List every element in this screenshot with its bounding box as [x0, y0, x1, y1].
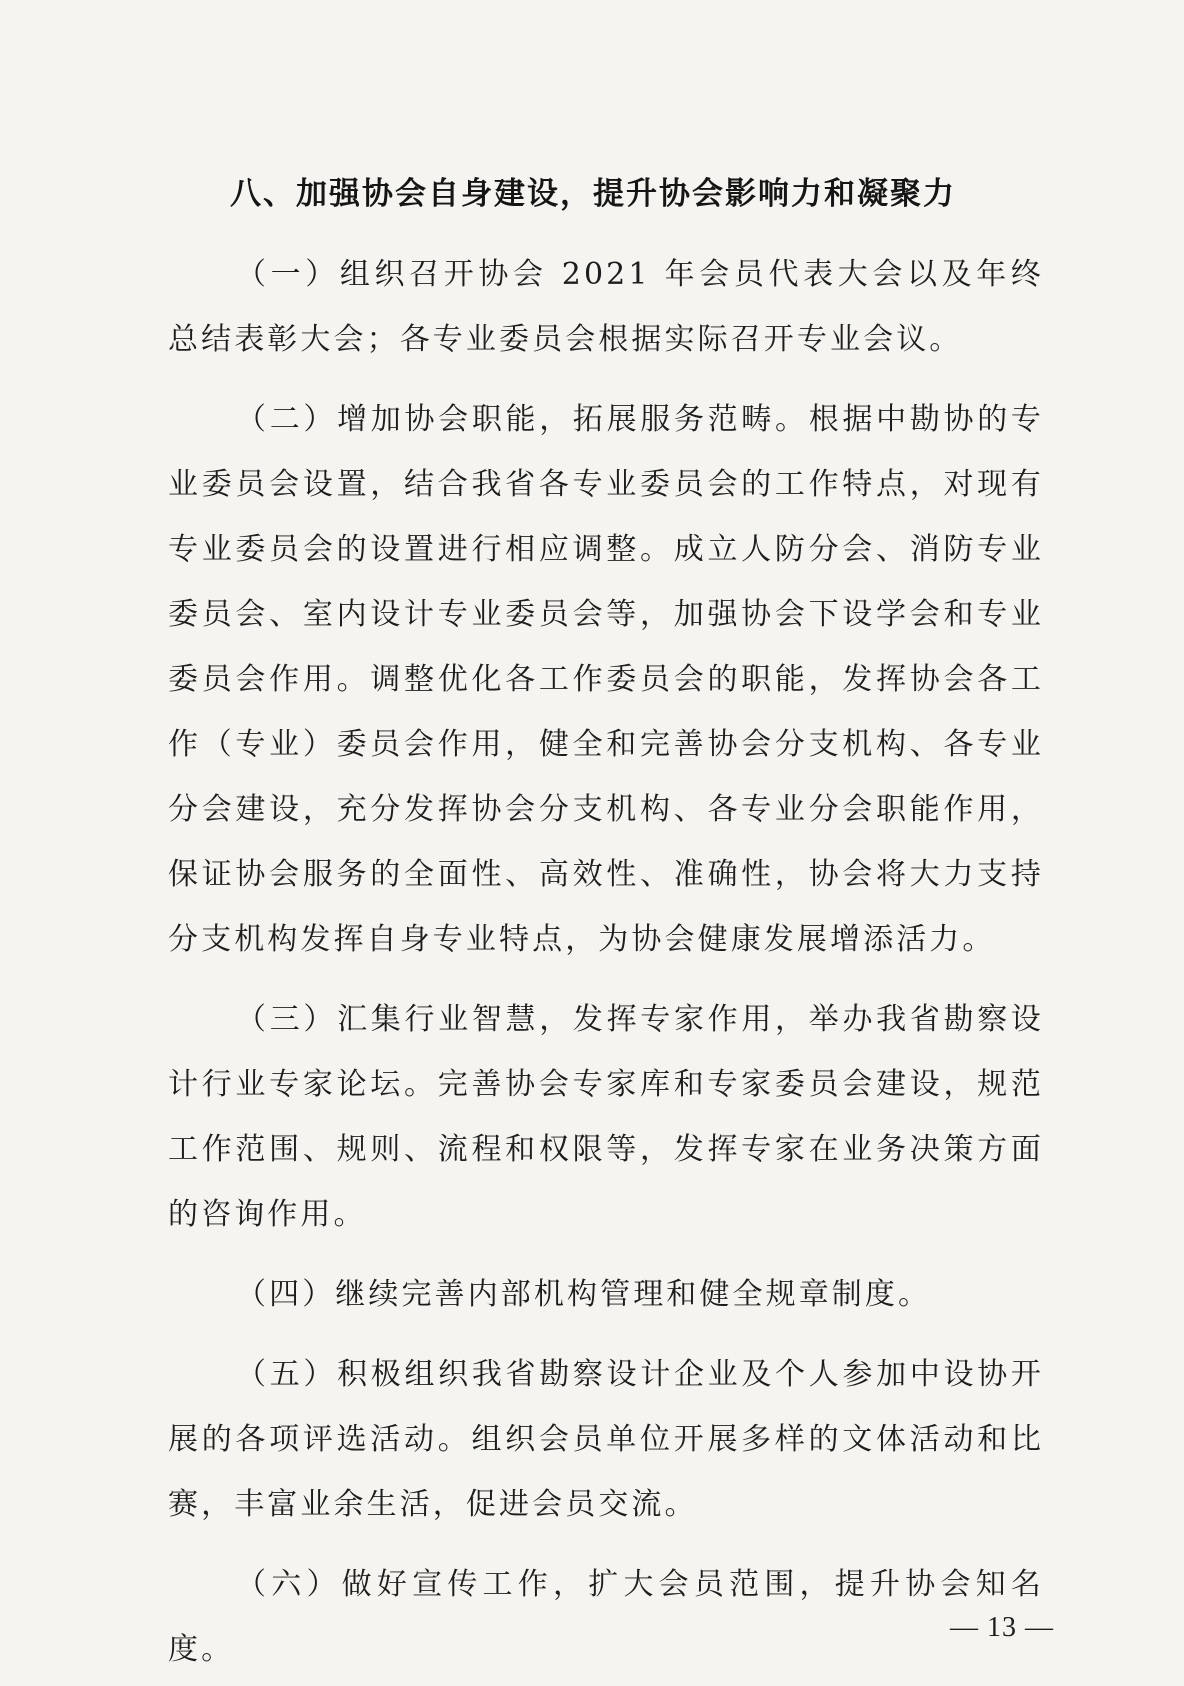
paragraph-5: （五）积极组织我省勘察设计企业及个人参加中设协开展的各项评选活动。组织会员单位开展多样的文体活动和比赛，丰富业余生活，促进会员交流。	[168, 1357, 1044, 1522]
paragraph-1: （一）组织召开协会 2021 年会员代表大会以及年终总结表彰大会；各专业委员会根据实际召开专业会议。	[168, 257, 1044, 357]
paragraph-6: （六）做好宣传工作，扩大会员范围，提升协会知名度。	[168, 1567, 1044, 1667]
paragraph-3: （三）汇集行业智慧，发挥专家作用，举办我省勘察设计行业专家论坛。完善协会专家库和专家委员会建设，规范工作范围、规则、流程和权限等，发挥专家在业务决策方面的咨询作用。	[168, 1002, 1044, 1232]
paragraph-4: （四）继续完善内部机构管理和健全规章制度。	[236, 1277, 932, 1312]
section-heading: 八、加强协会自身建设，提升协会影响力和凝聚力	[230, 176, 956, 212]
page-number: — 13 —	[950, 1612, 1054, 1643]
paragraph-2: （二）增加协会职能，拓展服务范畴。根据中勘协的专业委员会设置，结合我省各专业委员会的工作特点，对现有专业委员会的设置进行相应调整。成立人防分会、消防专业委员会、室内设计专业委员会等，加强协会下设学会和专业委员会作用。调整优化各工作委员会的职能，发挥协会各工作（专业）委员会作用，健全和完善协会分支机构、各专业分会建设，充分发挥协会分支机构、各专业分会职能作用，保证协会服务的全面性、高效性、准确性，协会将大力支持分支机构发挥自身专业特点，为协会健康发展增添活力。	[168, 402, 1044, 957]
